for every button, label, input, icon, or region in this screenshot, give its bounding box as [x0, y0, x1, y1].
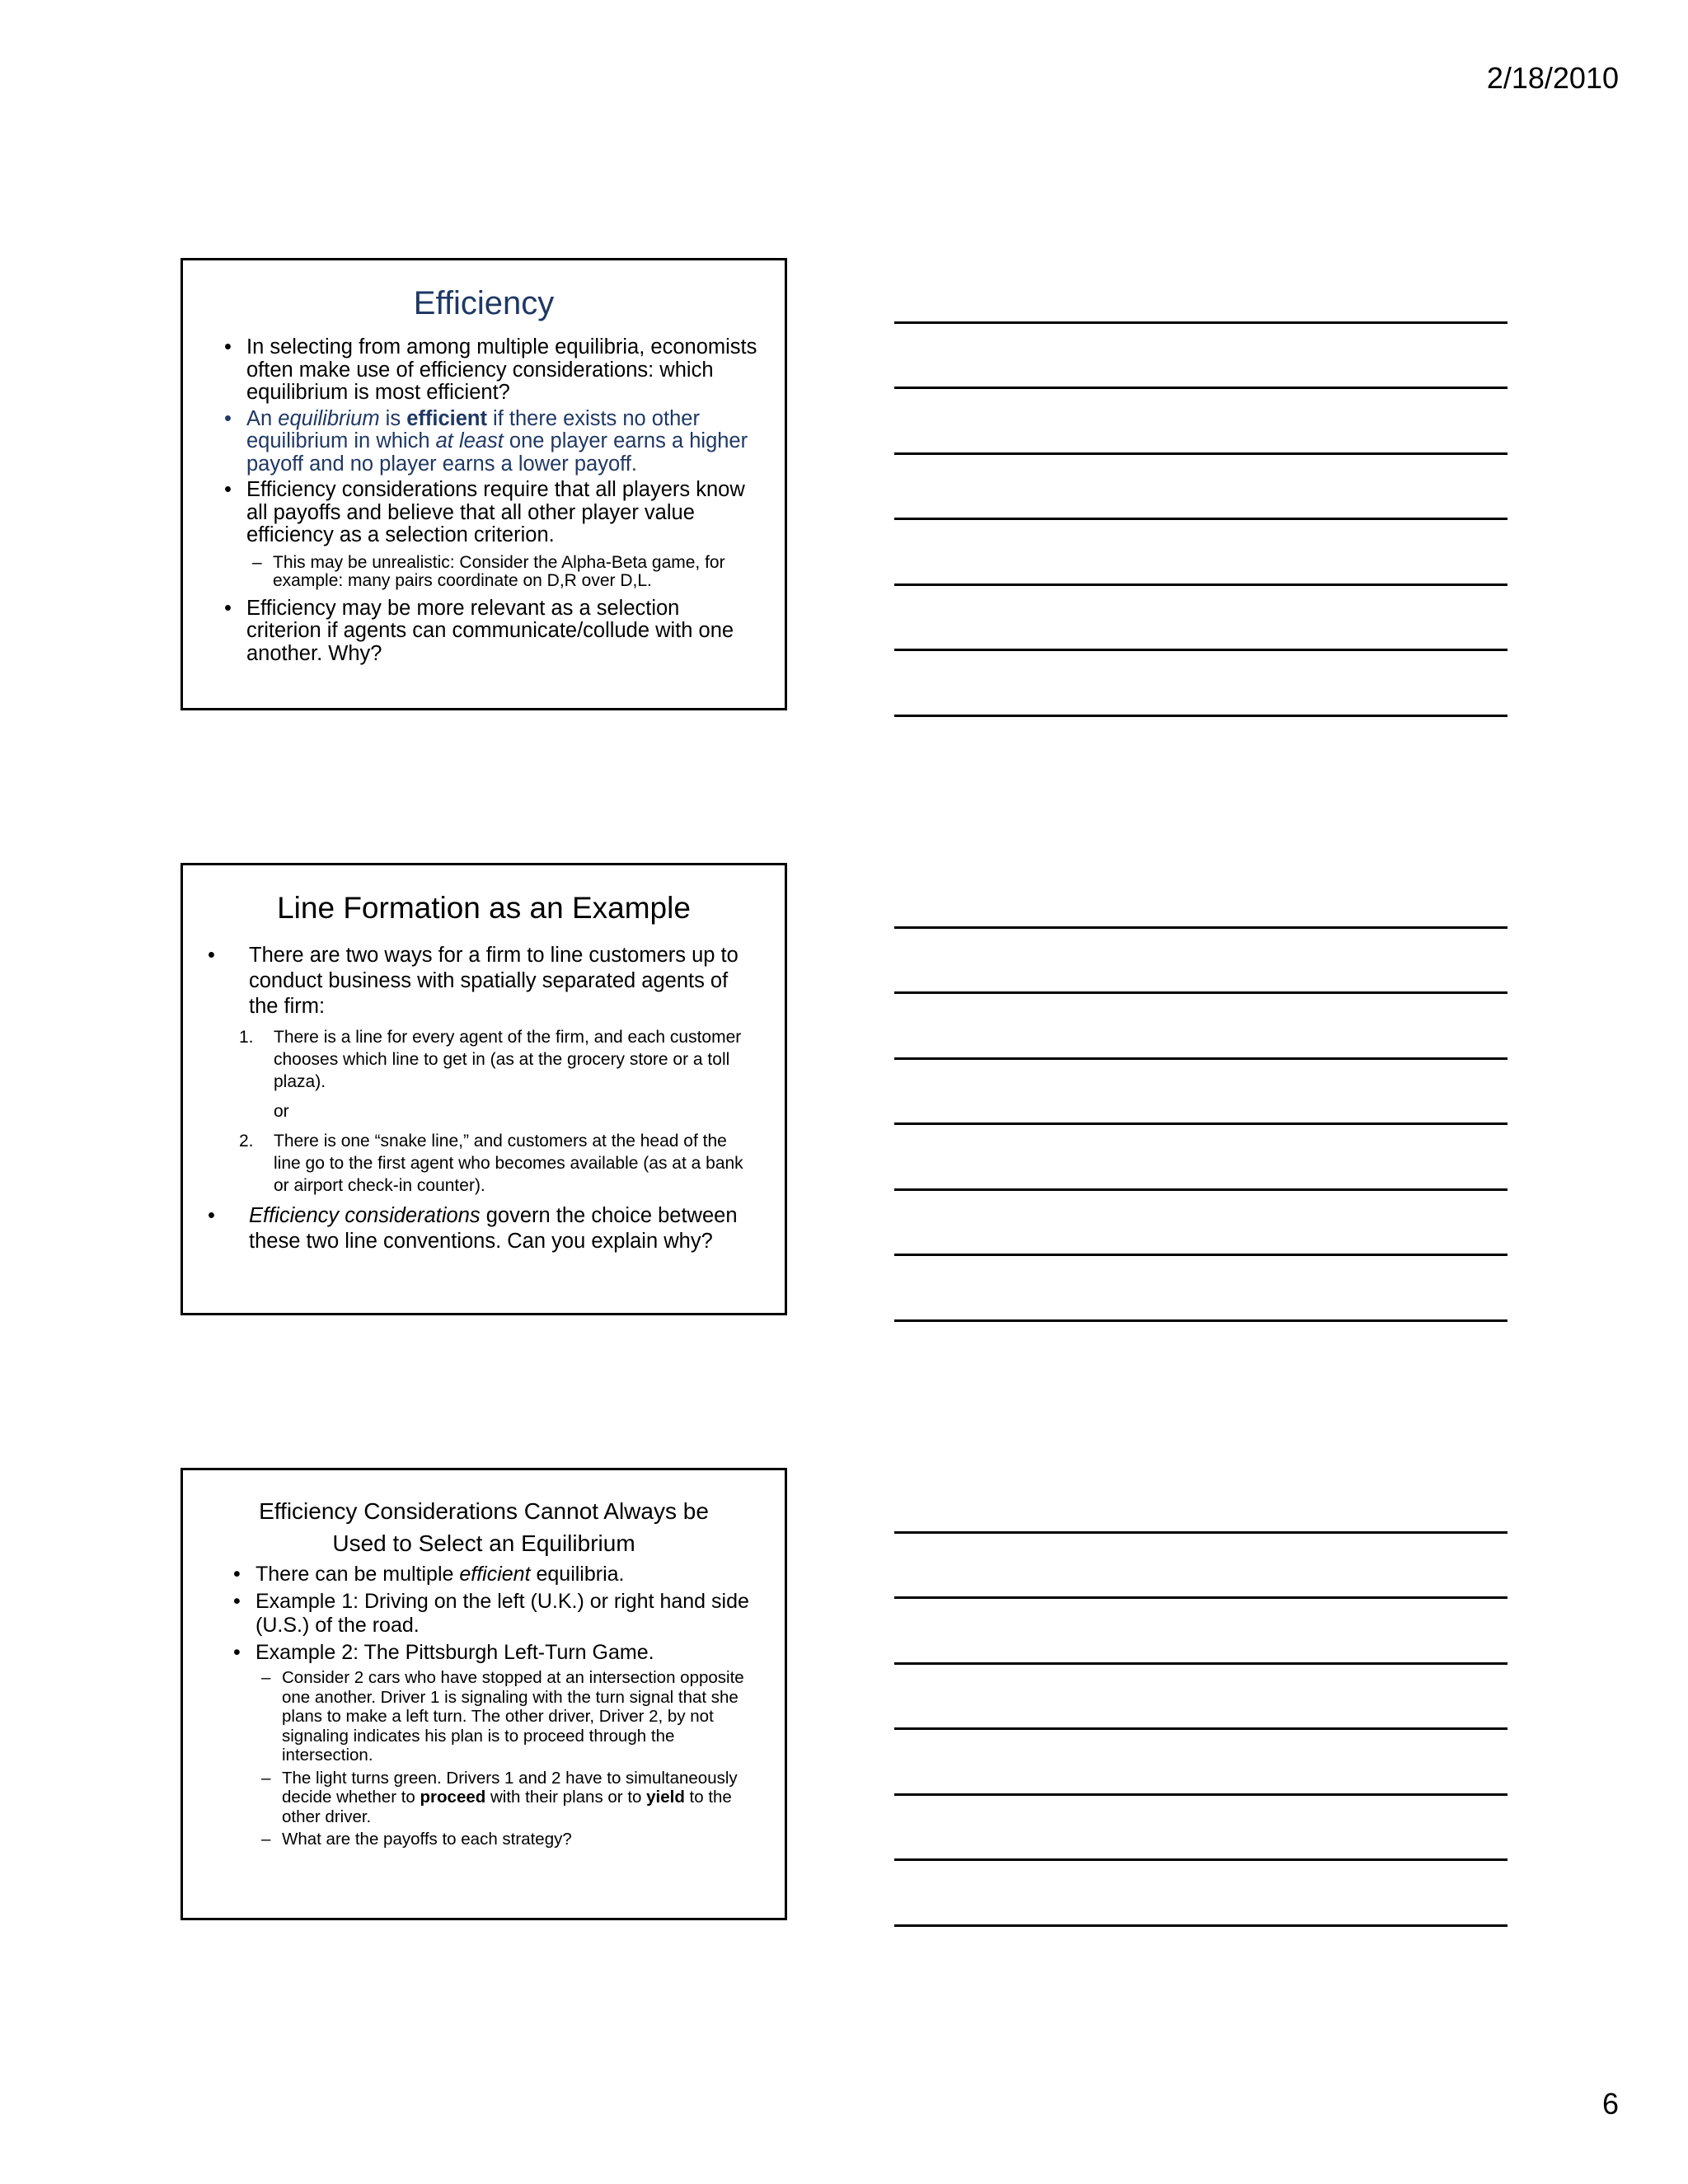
- note-line: [894, 1924, 1507, 1927]
- slide-title: Efficiency Considerations Cannot Always be Used to Select an Equilibrium: [259, 1498, 709, 1556]
- or-text: or: [274, 1102, 289, 1121]
- bullet-icon: •: [208, 944, 215, 967]
- bullet-icon: •: [224, 406, 232, 430]
- bullet-icon: •: [224, 335, 232, 359]
- sub-bullet-item: – The light turns green. Drivers 1 and 2 have to simultaneously decide whether to proceed with their plans or to yield to the other driver.: [261, 1768, 738, 1826]
- note-line: [894, 1858, 1507, 1861]
- note-line: [894, 1188, 1507, 1191]
- note-line: [894, 1662, 1507, 1665]
- bullet-item: [233, 1641, 752, 1665]
- note-line: [894, 1727, 1507, 1730]
- sub-bullet-item: [261, 1830, 752, 1849]
- bullet-item: • There can be multiple efficient equilibria.: [233, 1563, 625, 1586]
- slide-efficiency: [181, 258, 787, 710]
- bullet-text: Example 2: The Pittsburgh Left-Turn Game.: [256, 1641, 654, 1664]
- note-line: [894, 452, 1507, 455]
- page-number: 6: [1601, 2087, 1619, 2121]
- numbered-text: There is one “snake line,” and customers at the head of the line go to the first agent who becomes available (as at a bank or airport check-in counter).: [274, 1132, 743, 1195]
- note-line: [894, 649, 1507, 651]
- bullet-item: [224, 478, 760, 547]
- slide-efficiency-cannot-select: [181, 1468, 787, 1920]
- note-line: [894, 1254, 1507, 1256]
- dash-icon: –: [252, 552, 262, 572]
- sub-bullet-item: [261, 1668, 752, 1765]
- numbered-item: [239, 1130, 743, 1197]
- slide-title: Line Formation as an Example: [277, 891, 691, 925]
- bullet-item: • Efficiency considerations govern the choice between these two line conventions. Can you explain why?: [208, 1204, 738, 1253]
- note-line: [894, 991, 1507, 994]
- slide-line-formation: [181, 863, 787, 1315]
- sub-bullet-text: Consider 2 cars who have stopped at an intersection opposite one another. Driver 1 is signaling with the turn signal that she plans to make a left turn. The other driver, Driver 2, by not signaling indicates his plan is to proceed through the intersection.: [282, 1668, 744, 1765]
- bullet-item: [224, 335, 760, 405]
- numbered-text: There is a line for every agent of the firm, and each customer chooses which line to get in (as at the grocery store or a toll plaza).: [274, 1028, 742, 1091]
- bullet-icon: •: [233, 1563, 241, 1586]
- note-line: [894, 518, 1507, 520]
- dash-icon: –: [261, 1668, 271, 1687]
- bullet-text: There are two ways for a firm to line customers up to conduct business with spatially separated agents of the firm:: [249, 944, 738, 1018]
- bullet-item: [208, 943, 752, 1019]
- note-line: [894, 1122, 1507, 1125]
- sub-bullet-item: [252, 552, 743, 591]
- note-line: [894, 583, 1507, 586]
- bullet-icon: •: [224, 478, 232, 501]
- note-line: [894, 1057, 1507, 1060]
- page-date: 2/18/2010: [1486, 61, 1619, 95]
- note-line: [894, 1596, 1507, 1599]
- bullet-text: Example 1: Driving on the left (U.K.) or right hand side (U.S.) of the road.: [256, 1590, 749, 1637]
- bullet-icon: •: [224, 596, 232, 620]
- note-line: [894, 715, 1507, 717]
- bullet-icon: •: [233, 1641, 241, 1664]
- bullet-text: In selecting from among multiple equilibria, economists often make use of efficiency considerations: which equilibrium is most efficient?: [246, 335, 757, 404]
- dash-icon: –: [261, 1768, 271, 1788]
- bullet-icon: •: [233, 1590, 241, 1613]
- bullet-item: • An equilibrium is efficient if there exists no other equilibrium in which at least one player earns a higher payoff and no player earns a lower payoff.: [224, 406, 748, 476]
- sub-bullet-text: This may be unrealistic: Consider the Alpha-Beta game, for example: many pairs coordinate on D,R over D,L.: [273, 552, 725, 590]
- note-line: [894, 387, 1507, 389]
- note-line: [894, 321, 1507, 324]
- item-number: 2.: [239, 1132, 254, 1151]
- bullet-item: [224, 596, 760, 666]
- sub-bullet-text: What are the payoffs to each strategy?: [282, 1830, 572, 1849]
- note-line: [894, 1531, 1507, 1534]
- note-line: [894, 1319, 1507, 1322]
- item-number: 1.: [239, 1028, 254, 1047]
- bullet-text: Efficiency considerations require that all players know all payoffs and believe that all other player value efficiency as a selection criterion.: [246, 478, 745, 546]
- numbered-item: [239, 1026, 743, 1093]
- note-line: [894, 1793, 1507, 1796]
- note-line: [894, 926, 1507, 929]
- dash-icon: –: [261, 1830, 271, 1849]
- slide-title: Efficiency: [413, 285, 555, 321]
- bullet-item: [233, 1590, 752, 1638]
- bullet-text: Efficiency may be more relevant as a selection criterion if agents can communicate/collude with one another. Why?: [246, 596, 734, 665]
- bullet-icon: •: [208, 1204, 215, 1227]
